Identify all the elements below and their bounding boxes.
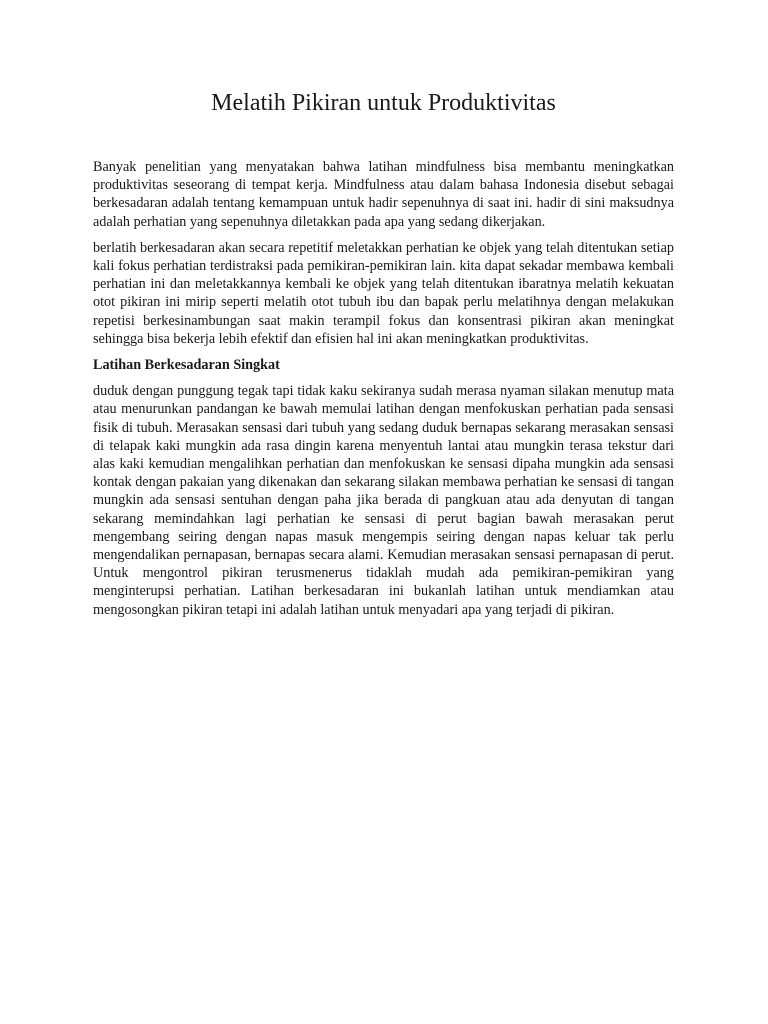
paragraph-exercise: duduk dengan punggung tegak tapi tidak kaku sekiranya sudah merasa nyaman silakan menutup mata atau menurunkan pandangan ke bawah memulai latihan dengan menfokuskan perhatian pada sensasi fisik di tubuh. Merasakan sensasi dari tubuh yang sedang duduk bernapas sekarang merasakan sensasi di telapak kaki mungkin ada rasa dingin karena menyentuh lantai atau mungkin terasa tekstur dari alas kaki kemudian mengalihkan perhatian dan menfokuskan ke sensasi dipaha mungkin ada sensasi kontak dengan pakaian yang dikenakan dan sekarang silakan membawa perhatian ke sensasi di tangan mungkin ada sensasi sentuhan dengan paha jika berada di pangkuan atau ada denyutan di tangan sekarang memindahkan lagi perhatian ke sensasi di perut bagian bawah merasakan perut mengembang seiring dengan napas masuk mengempis seiring dengan napas keluar tak perlu mengendalikan pernapasan, bernapas secara alami. Kemudian merasakan sensasi pernapasan di perut. Untuk mengontrol pikiran terusmenerus tidaklah mudah ada pemikiran-pemikiran yang menginterupsi perhatian. Latihan berkesadaran ini bukanlah latihan untuk mendiamkan atau mengosongkan pikiran tetapi ini adalah latihan untuk menyadari apa yang terjadi di pikiran. bbox=[93, 383, 674, 618]
section-heading: Latihan Berkesadaran Singkat bbox=[93, 357, 280, 374]
document-title: Melatih Pikiran untuk Produktivitas bbox=[211, 90, 556, 116]
paragraph-practice: berlatih berkesadaran akan secara repetitif meletakkan perhatian ke objek yang telah ditentukan setiap kali fokus perhatian terdistraksi pada pemikiran-pemikiran lain. kita dapat sekadar membawa kembali perhatian ini dan meletakkannya kembali ke objek yang telah ditentukan ibaratnya melatih kekuatan otot pikiran ini mirip seperti melatih otot tubuh ibu dan bapak perlu melatihnya dengan melakukan repetisi berkesinambungan saat makin terampil fokus dan konsentrasi pikiran akan meningkat sehingga bisa bekerja lebih efektif dan efisien hal ini akan meningkatkan produktivitas. bbox=[93, 239, 674, 347]
paragraph-intro: Banyak penelitian yang menyatakan bahwa latihan mindfulness bisa membantu meningkatkan produktivitas seseorang di tempat kerja. Mindfulness atau dalam bahasa Indonesia disebut sebagai berkesadaran adalah tentang kemampuan untuk hadir sepenuhnya di saat ini. hadir di sini maksudnya adalah perhatian yang sepenuhnya diletakkan pada apa yang sedang dikerjakan. bbox=[93, 159, 674, 230]
